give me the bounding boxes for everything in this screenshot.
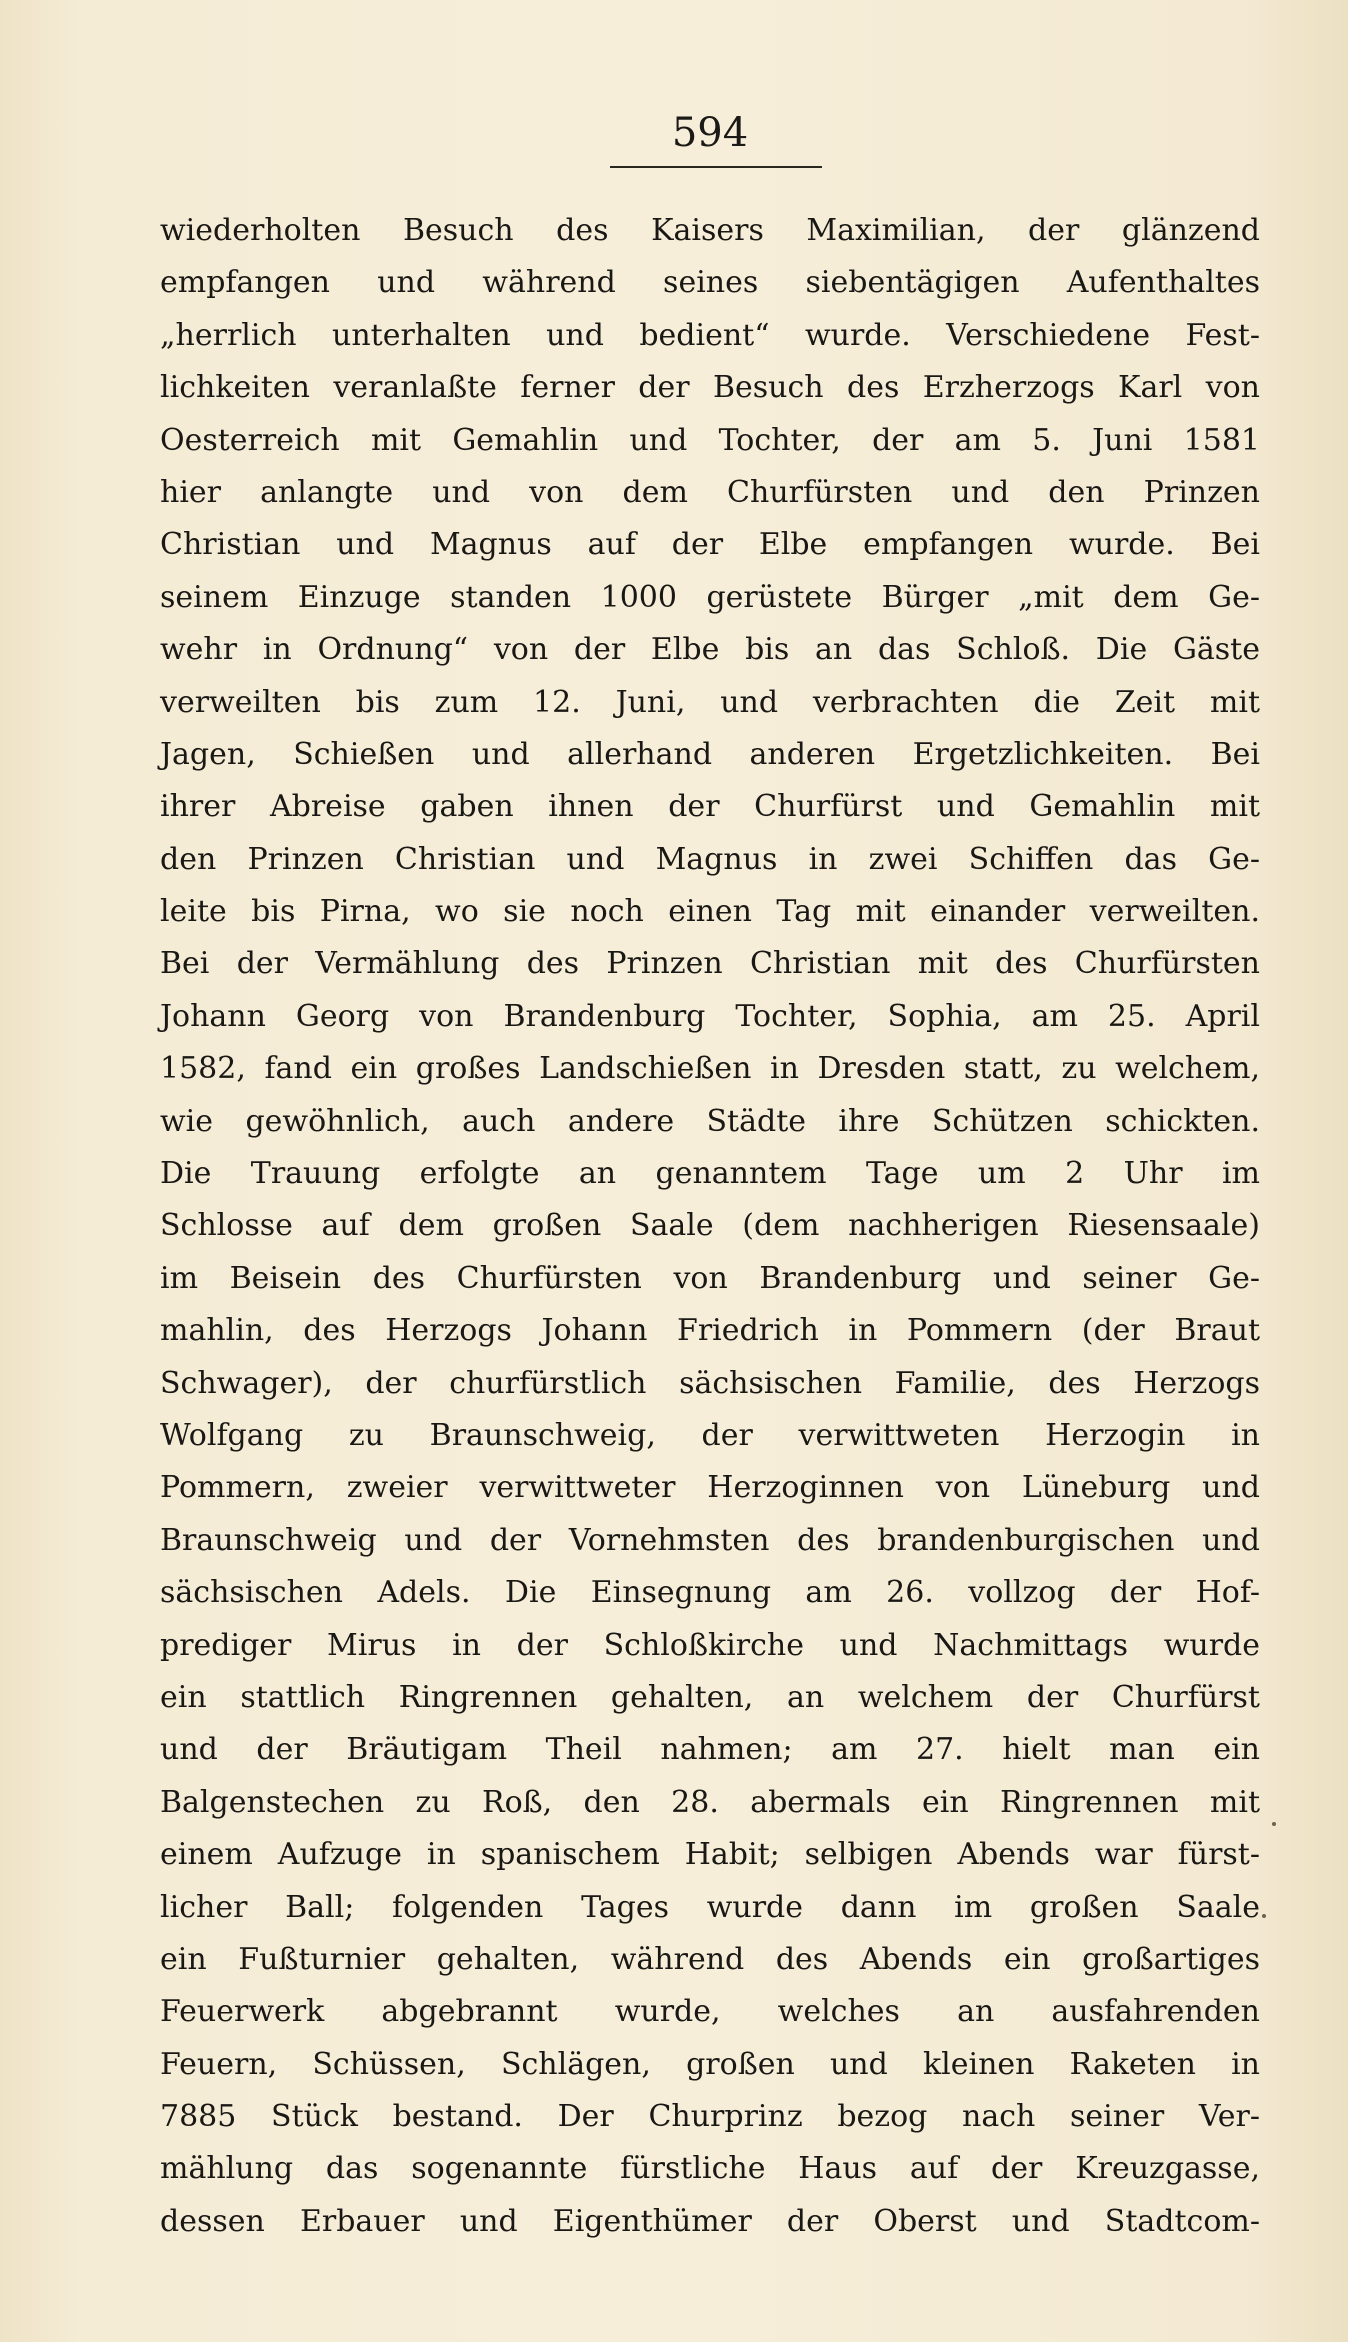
text-line: im Beisein des Churfürsten von Brandenburg und seiner Ge- <box>160 1260 1260 1296</box>
page-number: 594 <box>671 110 749 156</box>
body-text <box>160 205 1260 2248</box>
text-line: seinem Einzuge standen 1000 gerüstete Bürger „mit dem Ge- <box>160 579 1260 615</box>
text-line: mählung das sogenannte fürstliche Haus auf der Kreuzgasse, <box>160 2151 1260 2187</box>
text-line: mahlin, des Herzogs Johann Friedrich in Pommern (der Braut <box>160 1313 1260 1349</box>
text-line: Bei der Vermählung des Prinzen Christian mit des Churfürsten <box>160 946 1260 982</box>
text-line: ihrer Abreise gaben ihnen der Churfürst und Gemahlin mit <box>160 789 1260 825</box>
text-line: Balgenstechen zu Roß, den 28. abermals ein Ringrennen mit <box>160 1784 1260 1820</box>
text-line: Feuerwerk abgebrannt wurde, welches an ausfahrenden <box>160 1994 1260 2030</box>
text-line: Die Trauung erfolgte an genanntem Tage um 2 Uhr im <box>160 1156 1260 1192</box>
text-line: Feuern, Schüssen, Schlägen, großen und kleinen Raketen in <box>160 2046 1260 2082</box>
text-line: Schwager), der churfürstlich sächsischen Familie, des Herzogs <box>160 1365 1260 1401</box>
text-line: wie gewöhnlich, auch andere Städte ihre Schützen schickten. <box>160 1103 1260 1139</box>
text-line: verweilten bis zum 12. Juni, und verbrachten die Zeit mit <box>160 684 1260 720</box>
page-number-rule <box>610 166 822 168</box>
text-line: Johann Georg von Brandenburg Tochter, Sophia, am 25. April <box>160 998 1260 1034</box>
paper-speck <box>1272 1822 1276 1826</box>
text-line: 7885 Stück bestand. Der Churprinz bezog nach seiner Ver- <box>160 2099 1260 2135</box>
text-line: prediger Mirus in der Schloßkirche und Nachmittags wurde <box>160 1627 1260 1663</box>
text-line: den Prinzen Christian und Magnus in zwei Schiffen das Ge- <box>160 841 1260 877</box>
text-line: und der Bräutigam Theil nahmen; am 27. hielt man ein <box>160 1732 1260 1768</box>
text-line: sächsischen Adels. Die Einsegnung am 26. vollzog der Hof- <box>160 1575 1260 1611</box>
text-line: Schlosse auf dem großen Saale (dem nachherigen Riesensaale) <box>160 1208 1260 1244</box>
text-line: leite bis Pirna, wo sie noch einen Tag mit einander verweilten. <box>160 894 1260 930</box>
text-line: Wolfgang zu Braunschweig, der verwittweten Herzogin in <box>160 1417 1260 1453</box>
text-line: Braunschweig und der Vornehmsten des brandenburgischen und <box>160 1522 1260 1558</box>
text-line: lichkeiten veranlaßte ferner der Besuch des Erzherzogs Karl von <box>160 370 1260 406</box>
text-line: 1582, fand ein großes Landschießen in Dresden statt, zu welchem, <box>160 1051 1260 1087</box>
text-line: wehr in Ordnung“ von der Elbe bis an das Schloß. Die Gäste <box>160 632 1260 668</box>
text-line: ein Fußturnier gehalten, während des Abends ein großartiges <box>160 1941 1260 1977</box>
paper-speck <box>1262 1914 1266 1918</box>
text-line: Jagen, Schießen und allerhand anderen Ergetzlichkeiten. Bei <box>160 736 1260 772</box>
text-line: licher Ball; folgenden Tages wurde dann im großen Saale <box>160 1889 1260 1925</box>
text-line: Pommern, zweier verwittweter Herzoginnen von Lüneburg und <box>160 1470 1260 1506</box>
text-line: hier anlangte und von dem Churfürsten und den Prinzen <box>160 474 1260 510</box>
text-line: einem Aufzuge in spanischem Habit; selbigen Abends war fürst- <box>160 1837 1260 1873</box>
text-line: „herrlich unterhalten und bedient“ wurde. Verschiedene Fest- <box>160 317 1260 353</box>
text-line: ein stattlich Ringrennen gehalten, an welchem der Churfürst <box>160 1679 1260 1715</box>
text-line: Oesterreich mit Gemahlin und Tochter, der am 5. Juni 1581 <box>160 422 1260 458</box>
text-line: dessen Erbauer und Eigenthümer der Oberst und Stadtcom- <box>160 2203 1260 2239</box>
text-line: wiederholten Besuch des Kaisers Maximilian, der glänzend <box>160 213 1260 248</box>
text-line: empfangen und während seines siebentägigen Aufenthaltes <box>160 265 1260 301</box>
text-line: Christian und Magnus auf der Elbe empfangen wurde. Bei <box>160 527 1260 563</box>
